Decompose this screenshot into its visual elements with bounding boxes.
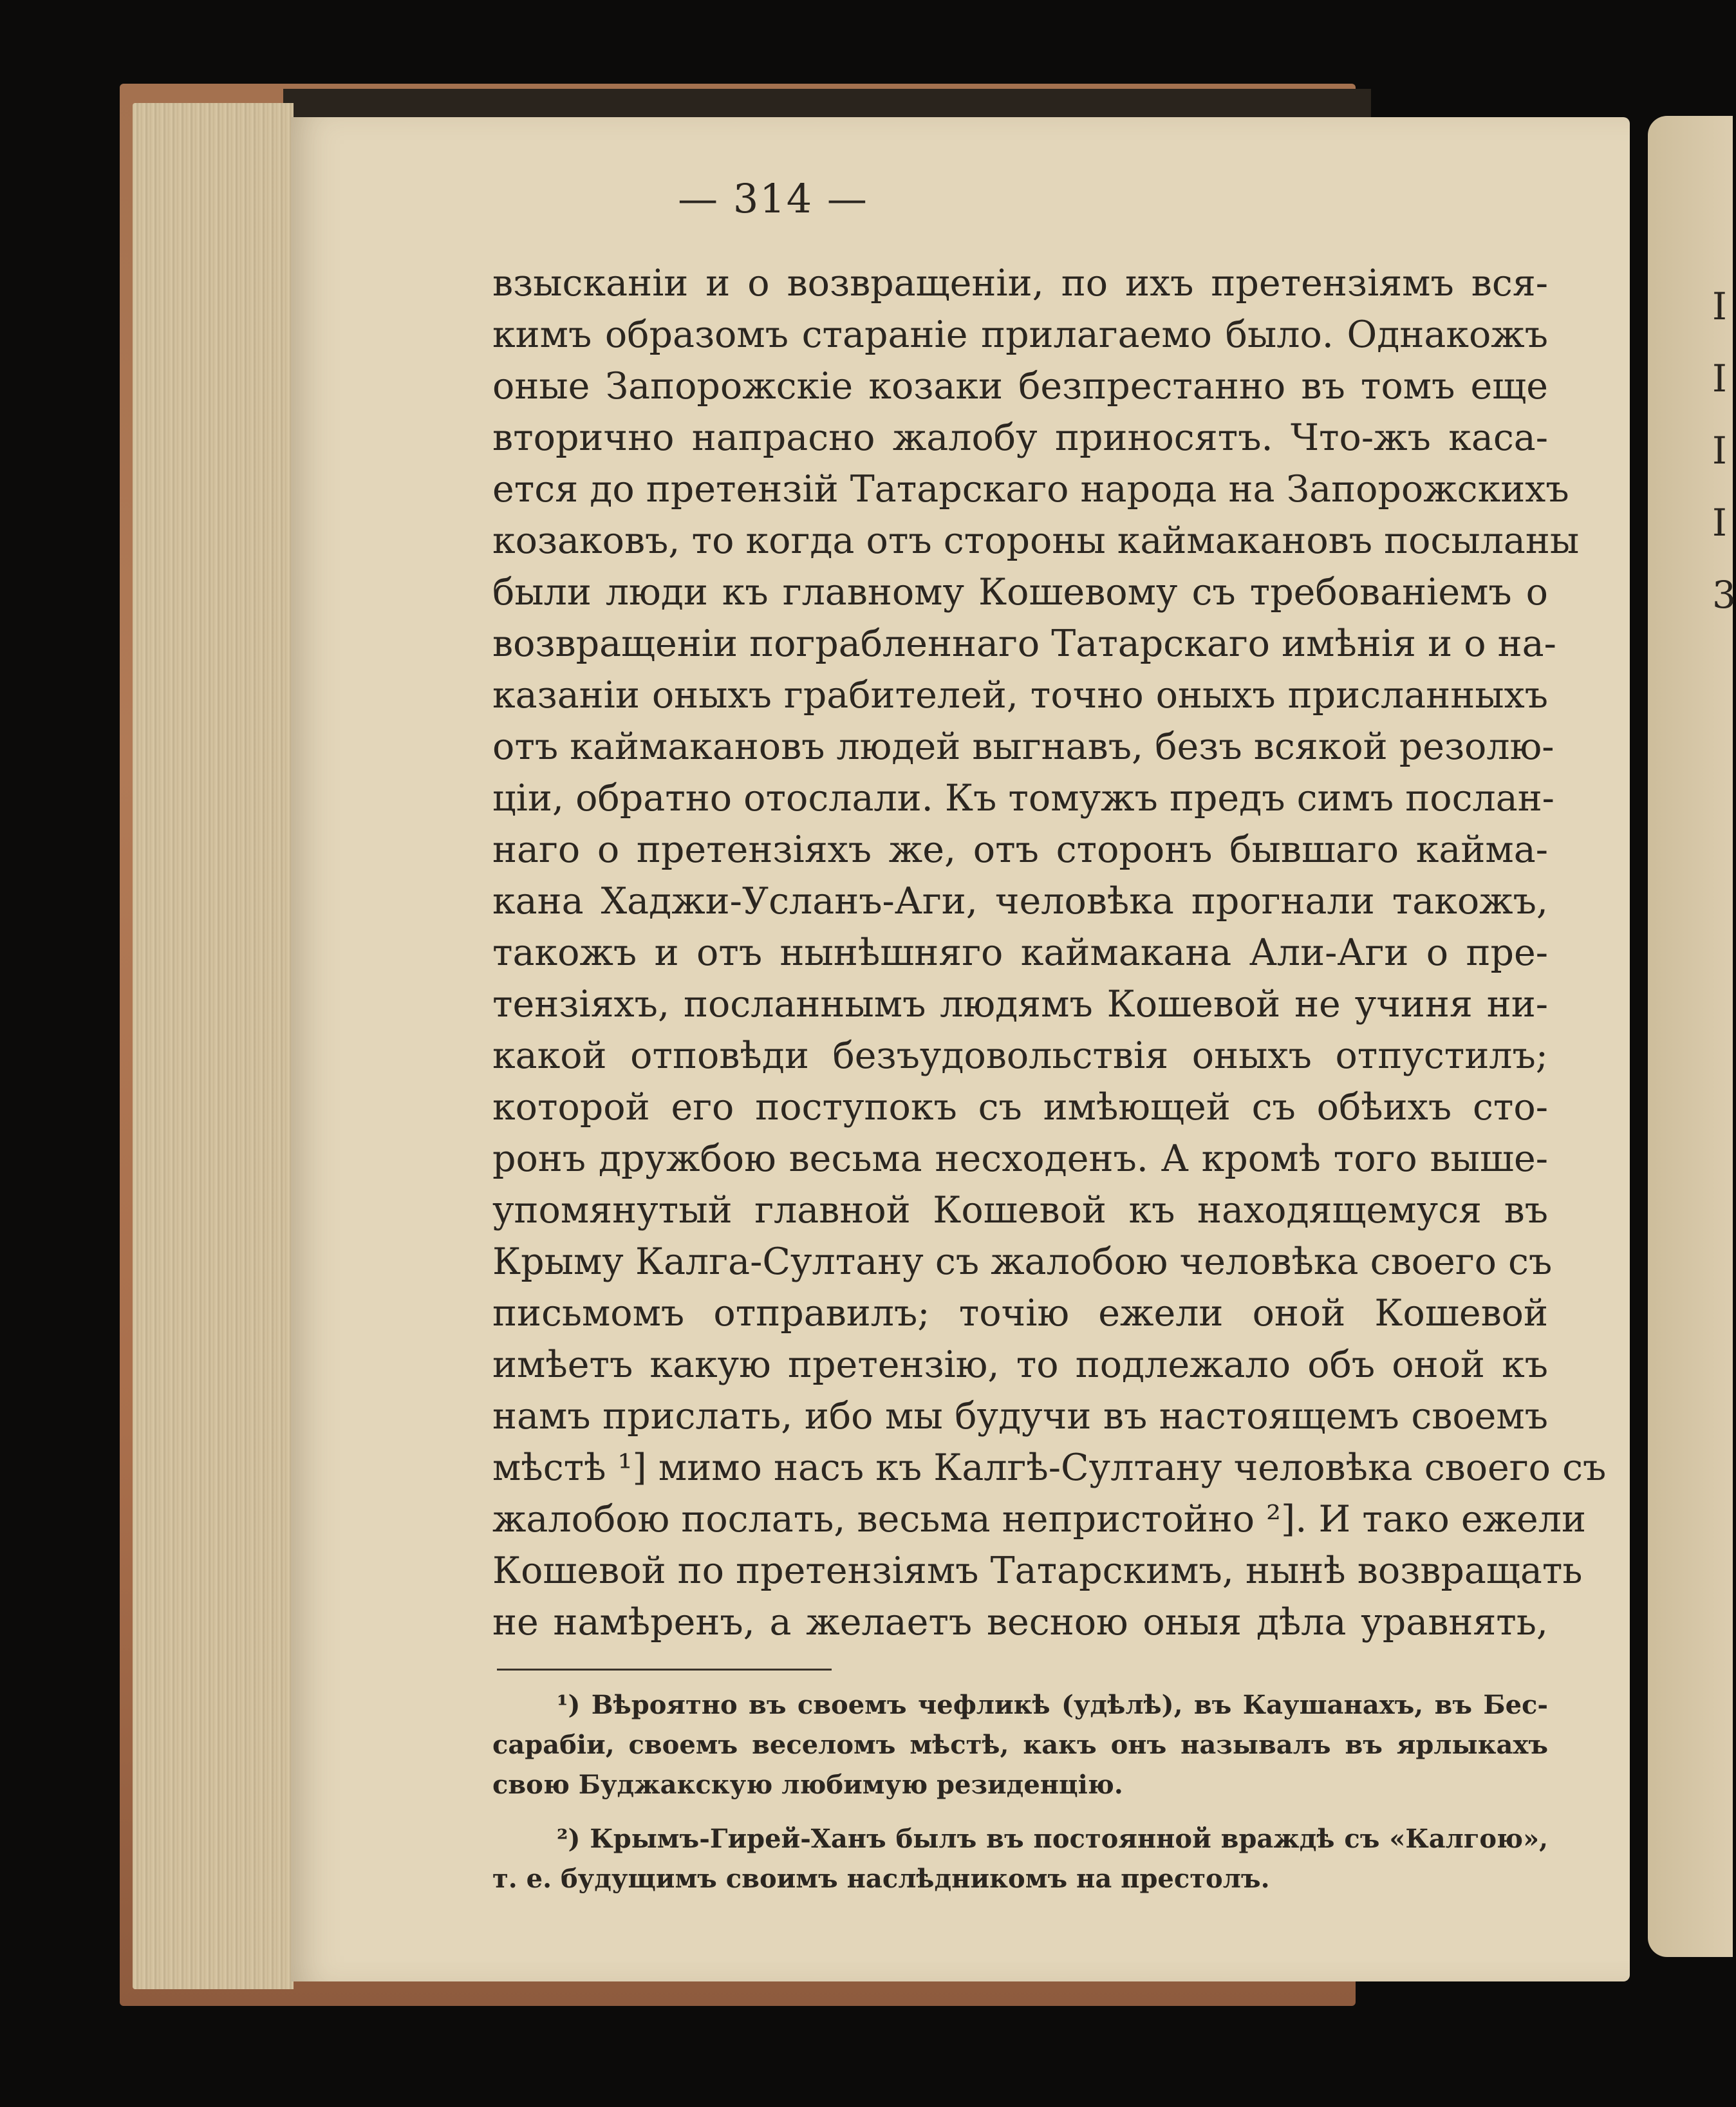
- text-line: такожъ и отъ нынѣшняго каймакана Али-Аги о пре-: [492, 932, 1548, 974]
- body-text: [492, 258, 1607, 1648]
- adjacent-page-fragment: 3: [1712, 573, 1736, 617]
- text-line: Крыму Калга-Султану съ жалобою человѣка своего съ: [492, 1241, 1553, 1283]
- text-line: казаніи оныхъ грабителей, точно оныхъ присланныхъ: [492, 674, 1548, 716]
- text-line: жалобою послать, весьма непристойно ²]. И тако ежели: [492, 1498, 1586, 1540]
- adjacent-page-text: [1712, 270, 1736, 631]
- text-line: намъ прислать, ибо мы будучи въ настоящемъ своемъ: [492, 1395, 1548, 1437]
- page-number: [0, 175, 1733, 222]
- text-line: вторично напрасно жалобу приносятъ. Что-жъ каса-: [492, 417, 1548, 459]
- text-line: письмомъ отправилъ; точію ежели оной Кошевой: [492, 1292, 1548, 1334]
- text-line: которой его поступокъ съ имѣющей съ обѣихъ сто-: [492, 1086, 1548, 1128]
- text-line: возвращеніи пограбленнаго Татарскаго имѣнія и о на-: [492, 623, 1556, 665]
- footnote-1-line: сарабіи, своемъ веселомъ мѣстѣ, какъ онъ называлъ въ ярлыкахъ: [492, 1730, 1548, 1760]
- text-line: оные Запорожскіе козаки безпрестанно въ томъ еще: [492, 365, 1548, 407]
- adjacent-page-fragment: I: [1712, 357, 1727, 400]
- adjacent-page-fragment: І: [1712, 501, 1727, 545]
- adjacent-page-fragment: I: [1712, 285, 1727, 328]
- page-number-text: — 314 —: [678, 175, 868, 222]
- text-line: взысканіи и о возвращеніи, по ихъ претензіямъ вся-: [492, 262, 1548, 304]
- text-line: упомянутый главной Кошевой къ находящемуся въ: [492, 1189, 1548, 1231]
- text-line: ронъ дружбою весьма несходенъ. А кромѣ того выше-: [492, 1138, 1548, 1180]
- text-line: не намѣренъ, а желаетъ весною оныя дѣла уравнять,: [492, 1601, 1548, 1643]
- text-line: ется до претензій Татарскаго народа на Запорожскихъ: [492, 468, 1569, 510]
- text-line: мѣстѣ ¹] мимо насъ къ Калгѣ-Султану человѣка своего съ: [492, 1447, 1607, 1489]
- footnote-2-line: т. е. будущимъ своимъ наслѣдникомъ на престолъ.: [492, 1864, 1270, 1894]
- text-line: наго о претензіяхъ же, отъ сторонъ бывшаго кайма-: [492, 829, 1548, 871]
- text-line: какой отповѣди безъудовольствія оныхъ отпустилъ;: [492, 1035, 1548, 1077]
- text-line: были люди къ главному Кошевому съ требованіемъ о: [492, 571, 1548, 613]
- text-line: тензіяхъ, посланнымъ людямъ Кошевой не учиня ни-: [492, 983, 1548, 1025]
- text-line: имѣетъ какую претензію, то подлежало объ оной къ: [492, 1344, 1548, 1386]
- footnote-1-line: ¹) Вѣроятно въ своемъ чефликѣ (удѣлѣ), въ Каушанахъ, въ Бес-: [557, 1690, 1548, 1720]
- adjacent-page-fragment: І: [1712, 429, 1727, 473]
- footnotes: [492, 1685, 1548, 1899]
- text-line: ціи, обратно отослали. Къ томужъ предъ симъ послан-: [492, 777, 1554, 819]
- page-edges: [133, 103, 294, 1989]
- footnote-2-line: ²) Крымъ-Гирей-Ханъ былъ въ постоянной враждѣ съ «Калгою»,: [557, 1824, 1548, 1854]
- footnote-1-line: свою Буджакскую любимую резиденцію.: [492, 1770, 1123, 1800]
- text-line: кимъ образомъ стараніе прилагаемо было. Однакожъ: [492, 314, 1548, 356]
- text-line: Кошевой по претензіямъ Татарскимъ, нынѣ возвращать: [492, 1550, 1583, 1592]
- text-line: отъ каймакановъ людей выгнавъ, безъ всякой резолю-: [492, 726, 1554, 768]
- footnote-divider: [497, 1669, 832, 1671]
- text-line: кана Хаджи-Усланъ-Аги, человѣка прогнали такожъ,: [492, 880, 1548, 922]
- text-line: козаковъ, то когда отъ стороны каймакановъ посыланы: [492, 520, 1580, 562]
